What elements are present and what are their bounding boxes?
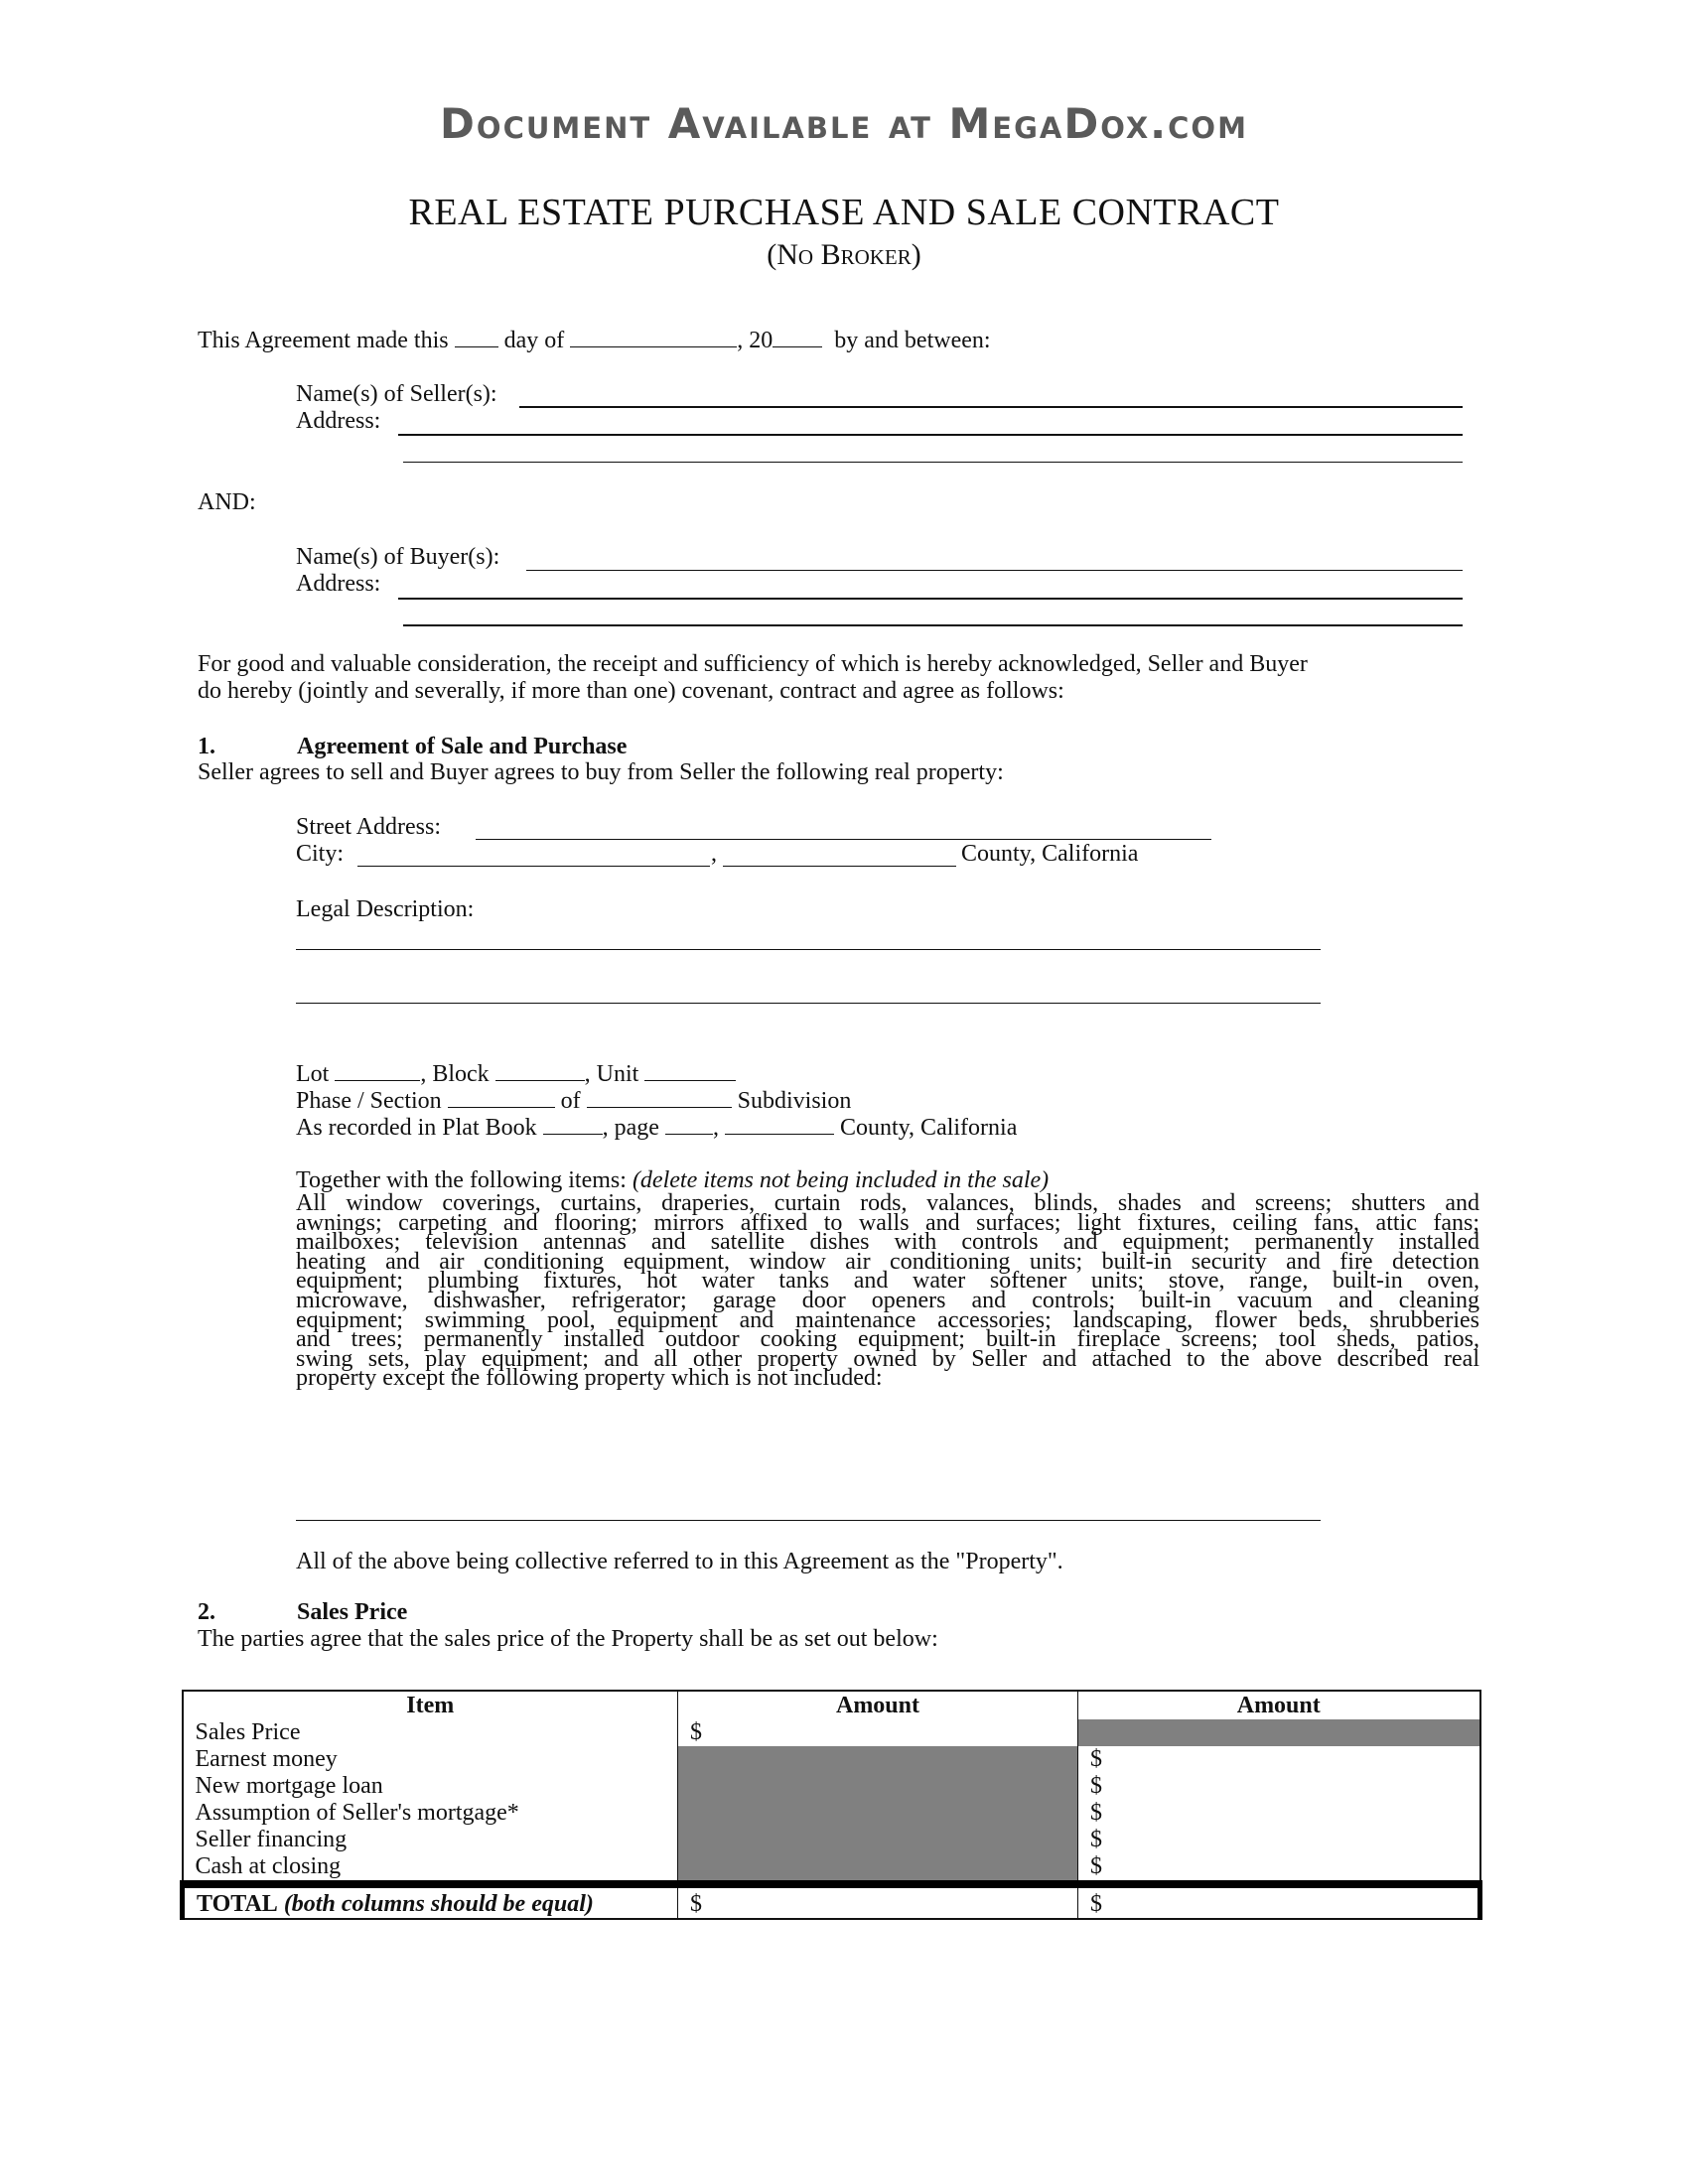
unit-blank[interactable] (644, 1058, 736, 1081)
sales-price-table (180, 1690, 1482, 1920)
buyer-address-label: Address: (296, 571, 381, 597)
shaded-cell (678, 1853, 1078, 1884)
page-label: , page (602, 1115, 659, 1141)
table-row (183, 1800, 1480, 1827)
lot-blank[interactable] (335, 1058, 420, 1081)
street-address-field[interactable] (476, 839, 1211, 840)
included-items-line: microwave, dishwasher, refrigerator; garage door openers and controls; built-in vacuum and cleaning (296, 1287, 1479, 1313)
shaded-cell (678, 1746, 1078, 1773)
total-label-cell (183, 1884, 678, 1919)
included-items-line: equipment; swimming pool, equipment and maintenance accessories; landscaping, flower beds, shrubberies (296, 1306, 1479, 1333)
phase-section-line (296, 1085, 851, 1115)
included-items-paragraph (296, 1190, 1479, 1392)
included-items-line: equipment; plumbing fixtures, hot water tanks and water softener units; stove, range, built-in oven, (296, 1268, 1479, 1295)
table-row (183, 1853, 1480, 1884)
table-header-row (183, 1691, 1480, 1719)
shaded-cell (678, 1827, 1078, 1853)
day-of-label: day of (503, 328, 565, 353)
subdivision-label: Subdivision (737, 1088, 852, 1114)
intro-prefix: This Agreement made this (198, 328, 449, 353)
consideration-line-1: For good and valuable consideration, the receipt and sufficiency of which is hereby acknowledged, Seller and Buyer (198, 651, 1308, 677)
day-blank[interactable] (455, 325, 498, 347)
amount-cell[interactable]: $ (1090, 1773, 1102, 1799)
section-1-number: 1. (198, 734, 215, 759)
section-1-heading (198, 734, 627, 760)
intro-suffix: by and between: (834, 328, 991, 353)
shaded-cell (678, 1773, 1078, 1800)
consideration-line-2: do hereby (jointly and severally, if more than one) covenant, contract and agree as follows: (198, 678, 1064, 704)
header-item: Item (183, 1691, 678, 1719)
item-cell: Assumption of Seller's mortgage* (183, 1800, 678, 1827)
table-row (183, 1827, 1480, 1853)
plat-book-blank[interactable] (543, 1112, 603, 1135)
phase-label: Phase / Section (296, 1088, 442, 1114)
seller-address-field-2[interactable] (403, 462, 1463, 463)
header-amount-2: Amount (1236, 1693, 1321, 1718)
amount-cell[interactable]: $ (1090, 1827, 1102, 1852)
plat-county-label: County, California (839, 1115, 1018, 1141)
shaded-cell (678, 1800, 1078, 1827)
city-label: City: (296, 841, 345, 867)
buyer-name-label: Name(s) of Buyer(s): (296, 544, 500, 570)
plat-county-blank[interactable] (725, 1112, 834, 1135)
total-row (183, 1884, 1480, 1919)
county-field[interactable] (723, 866, 956, 867)
item-cell: Earnest money (183, 1746, 678, 1773)
included-items-line: and trees; permanently installed outdoor cooking equipment; built-in fireplace screens; tool sheds, patios, (296, 1326, 1479, 1353)
block-blank[interactable] (495, 1058, 585, 1081)
included-items-line: property except the following property which is not included: (296, 1365, 883, 1392)
buyer-address-field-2[interactable] (403, 624, 1463, 626)
and-label: AND: (198, 489, 256, 515)
included-items-line: swing sets, play equipment; and all other property owned by Seller and attached to the above described real (296, 1345, 1479, 1372)
page-blank[interactable] (665, 1112, 713, 1135)
amount-cell[interactable]: $ (1090, 1853, 1102, 1879)
total-note: (both columns should be equal) (283, 1891, 594, 1917)
amount-cell[interactable]: $ (678, 1719, 1078, 1746)
seller-address-label: Address: (296, 408, 381, 434)
document-title: REAL ESTATE PURCHASE AND SALE CONTRACT (408, 192, 1280, 233)
item-cell: Cash at closing (183, 1853, 678, 1884)
legal-description-field-2[interactable] (296, 1003, 1321, 1004)
item-cell: Sales Price (183, 1719, 678, 1746)
amount-cell[interactable]: $ (1090, 1800, 1102, 1826)
section-2-number: 2. (198, 1599, 215, 1625)
section-1-title: Agreement of Sale and Purchase (297, 734, 628, 759)
section-2-heading (198, 1599, 407, 1626)
total-label: TOTAL (197, 1891, 278, 1917)
header-amount-1: Amount (678, 1691, 1078, 1719)
total-amount-2[interactable]: $ (1078, 1884, 1480, 1919)
unit-label: , Unit (584, 1061, 639, 1087)
month-blank[interactable] (570, 325, 737, 347)
included-items-line: All window coverings, curtains, draperies, curtain rods, valances, blinds, shades and screens; shutters and (296, 1190, 1479, 1216)
street-address-label: Street Address: (296, 814, 441, 840)
total-amount-1[interactable]: $ (678, 1884, 1078, 1919)
together-label: Together with the following items: (296, 1167, 627, 1193)
lot-block-unit-line (296, 1058, 736, 1088)
year-blank[interactable] (773, 325, 822, 347)
seller-address-field-1[interactable] (398, 434, 1463, 436)
plat-book-line: As recorded in Plat Book , page , County, California (296, 1112, 1017, 1142)
city-comma: , (711, 841, 717, 867)
seller-name-label: Name(s) of Seller(s): (296, 381, 497, 407)
plat-book-label: As recorded in Plat Book (296, 1115, 537, 1141)
buyer-name-field[interactable] (526, 570, 1463, 571)
section-2-title: Sales Price (297, 1599, 408, 1625)
table-row (183, 1719, 1480, 1746)
source-banner: Document Available at MegaDox.com (440, 99, 1248, 148)
block-label: , Block (420, 1061, 490, 1087)
document-subtitle: (No Broker) (767, 238, 921, 271)
property-definition: All of the above being collective referred to in this Agreement as the "Property". (296, 1549, 1063, 1574)
legal-description-field-1[interactable] (296, 949, 1321, 950)
item-cell: Seller financing (183, 1827, 678, 1853)
amount-cell[interactable]: $ (1090, 1746, 1102, 1772)
phase-blank[interactable] (448, 1085, 555, 1108)
table-row (183, 1746, 1480, 1773)
subdivision-blank[interactable] (587, 1085, 732, 1108)
table-row (183, 1773, 1480, 1800)
year-prefix: , 20 (737, 328, 774, 353)
agreement-date-line (198, 325, 991, 354)
included-items-line: heating and air conditioning equipment, window air conditioning units; built-in security and fire detection (296, 1248, 1479, 1275)
included-items-line: awnings; carpeting and flooring; mirrors affixed to walls and surfaces; light fixtures, ceiling fans, attic fans; (296, 1209, 1479, 1236)
shaded-cell (1078, 1719, 1480, 1746)
included-items-line: mailboxes; television antennas and satellite dishes with controls and equipment; permanently installed (296, 1229, 1479, 1256)
buyer-address-field-1[interactable] (398, 598, 1463, 600)
section-1-intro: Seller agrees to sell and Buyer agrees to buy from Seller the following real property: (198, 759, 1004, 785)
legal-description-label: Legal Description: (296, 896, 475, 922)
county-california-label: County, California (961, 841, 1139, 867)
city-field[interactable] (357, 866, 710, 867)
together-note: (delete items not being included in the sale) (632, 1167, 1050, 1193)
lot-label: Lot (296, 1061, 330, 1087)
excluded-property-field[interactable] (296, 1520, 1321, 1521)
item-cell: New mortgage loan (183, 1773, 678, 1800)
seller-name-field[interactable] (519, 406, 1463, 408)
of-label: of (560, 1088, 581, 1114)
section-2-intro: The parties agree that the sales price of the Property shall be as set out below: (198, 1626, 938, 1652)
